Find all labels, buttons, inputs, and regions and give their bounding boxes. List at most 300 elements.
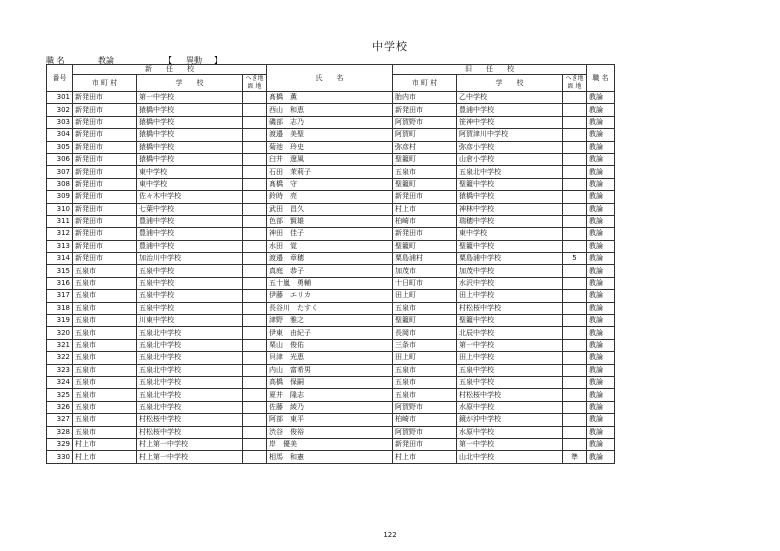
old-remote-grade-cell: [563, 191, 587, 203]
new-school-cell: 五泉中学校: [137, 302, 243, 314]
person-name-cell: 長谷川 たすく: [267, 302, 393, 314]
new-remote-grade-cell: [243, 228, 267, 240]
old-remote-grade-cell: [563, 92, 587, 104]
row-number-cell: 314: [47, 253, 73, 265]
position-cell: 教論: [587, 215, 615, 227]
new-remote-grade-cell: [243, 302, 267, 314]
position-value: 教論: [98, 56, 114, 65]
new-school-cell: 村松桜中学校: [137, 414, 243, 426]
old-municipality-cell: 村上市: [393, 203, 457, 215]
row-number-cell: 321: [47, 339, 73, 351]
old-remote-grade-cell: [563, 438, 587, 450]
new-school-cell: 猿橋中学校: [137, 116, 243, 128]
new-remote-grade-cell: [243, 191, 267, 203]
old-municipality-cell: 新発田市: [393, 104, 457, 116]
new-school-cell: 東中学校: [137, 178, 243, 190]
old-remote-grade-cell: [563, 327, 587, 339]
new-municipality-cell: 五泉市: [73, 327, 137, 339]
new-municipality-cell: 新発田市: [73, 153, 137, 165]
new-remote-grade-cell: [243, 116, 267, 128]
new-remote-grade-cell: [243, 240, 267, 252]
new-municipality-cell: 新発田市: [73, 92, 137, 104]
old-municipality-cell: 十日町市: [393, 277, 457, 289]
page-number: 122: [383, 531, 397, 539]
old-school-cell: 第一中学校: [457, 438, 563, 450]
new-remote-grade-cell: [243, 327, 267, 339]
new-municipality-cell: 五泉市: [73, 290, 137, 302]
new-municipality-cell: 新発田市: [73, 228, 137, 240]
person-name-cell: 佐藤 綾乃: [267, 401, 393, 413]
position-cell: 教論: [587, 104, 615, 116]
new-municipality-cell: 五泉市: [73, 414, 137, 426]
position-cell: 教論: [587, 327, 615, 339]
new-school-cell: 五泉中学校: [137, 290, 243, 302]
old-municipality-cell: 弥彦村: [393, 141, 457, 153]
old-school-cell: 乙中学校: [457, 92, 563, 104]
old-school-cell: 粟島浦中学校: [457, 253, 563, 265]
new-remote-grade-cell: [243, 352, 267, 364]
old-municipality-cell: 粟島浦村: [393, 253, 457, 265]
new-remote-grade-cell: [243, 253, 267, 265]
old-remote-grade-cell: [563, 339, 587, 351]
old-school-cell: 鏡が沖中学校: [457, 414, 563, 426]
row-number-cell: 307: [47, 166, 73, 178]
row-number-cell: 315: [47, 265, 73, 277]
person-name-cell: 五十嵐 勇輔: [267, 277, 393, 289]
row-number-cell: 302: [47, 104, 73, 116]
new-school-cell: 五泉北中学校: [137, 352, 243, 364]
old-school-cell: 加茂中学校: [457, 265, 563, 277]
new-municipality-cell: 新発田市: [73, 203, 137, 215]
position-cell: 教論: [587, 253, 615, 265]
header-new-school: 学 校: [137, 75, 243, 92]
old-municipality-cell: 柏崎市: [393, 215, 457, 227]
new-municipality-cell: 五泉市: [73, 364, 137, 376]
person-name-cell: 真庭 恭子: [267, 265, 393, 277]
person-name-cell: 石田 茉莉子: [267, 166, 393, 178]
row-number-cell: 309: [47, 191, 73, 203]
new-remote-grade-cell: [243, 451, 267, 463]
row-number-cell: 318: [47, 302, 73, 314]
old-school-cell: 北辰中学校: [457, 327, 563, 339]
old-school-cell: 田上中学校: [457, 352, 563, 364]
old-remote-grade-cell: [563, 376, 587, 388]
new-school-cell: 村上第一中学校: [137, 438, 243, 450]
new-school-cell: 豊浦中学校: [137, 240, 243, 252]
position-cell: 教論: [587, 228, 615, 240]
old-remote-grade-cell: [563, 426, 587, 438]
new-school-cell: 村上第一中学校: [137, 451, 243, 463]
personnel-table: [46, 64, 615, 464]
new-remote-grade-cell: [243, 141, 267, 153]
position-cell: 教論: [587, 166, 615, 178]
old-municipality-cell: 五泉市: [393, 364, 457, 376]
old-municipality-cell: 五泉市: [393, 376, 457, 388]
old-municipality-cell: 聖籠町: [393, 315, 457, 327]
person-name-cell: 内山 富希男: [267, 364, 393, 376]
person-name-cell: 渋谷 俊裕: [267, 426, 393, 438]
old-school-cell: 東中学校: [457, 228, 563, 240]
old-municipality-cell: 新発田市: [393, 438, 457, 450]
header-position: 職 名: [587, 65, 615, 92]
position-cell: 教論: [587, 92, 615, 104]
new-remote-grade-cell: [243, 92, 267, 104]
position-cell: 教論: [587, 178, 615, 190]
header-number: 番号: [47, 65, 73, 92]
new-municipality-cell: 五泉市: [73, 352, 137, 364]
old-school-cell: 聖籠中学校: [457, 178, 563, 190]
position-cell: 教論: [587, 401, 615, 413]
row-number-cell: 310: [47, 203, 73, 215]
new-municipality-cell: 新発田市: [73, 116, 137, 128]
table-row: [47, 451, 615, 463]
old-remote-grade-cell: [563, 302, 587, 314]
position-cell: 教論: [587, 141, 615, 153]
old-remote-grade-cell: [563, 290, 587, 302]
row-number-cell: 312: [47, 228, 73, 240]
position-cell: 教論: [587, 116, 615, 128]
person-name-cell: 菊池 玲史: [267, 141, 393, 153]
new-school-cell: 五泉北中学校: [137, 401, 243, 413]
new-remote-grade-cell: [243, 203, 267, 215]
category-label: 異動: [186, 56, 202, 65]
old-remote-grade-cell: [563, 277, 587, 289]
row-number-cell: 322: [47, 352, 73, 364]
old-school-cell: 山倉小学校: [457, 153, 563, 165]
new-municipality-cell: 新発田市: [73, 240, 137, 252]
new-municipality-cell: 五泉市: [73, 265, 137, 277]
old-school-cell: 阿賀津川中学校: [457, 129, 563, 141]
table-row: [47, 153, 615, 165]
old-school-cell: 笹神中学校: [457, 116, 563, 128]
person-name-cell: 夏井 隆志: [267, 389, 393, 401]
old-municipality-cell: 阿賀野市: [393, 401, 457, 413]
new-school-cell: 第一中学校: [137, 92, 243, 104]
new-remote-grade-cell: [243, 438, 267, 450]
bracket-close: 】: [214, 56, 222, 65]
old-remote-grade-cell: [563, 153, 587, 165]
position-cell: 教論: [587, 290, 615, 302]
old-school-cell: 五泉中学校: [457, 376, 563, 388]
new-school-cell: 七葉中学校: [137, 203, 243, 215]
old-municipality-cell: 加茂市: [393, 265, 457, 277]
row-number-cell: 325: [47, 389, 73, 401]
row-number-cell: 326: [47, 401, 73, 413]
old-municipality-cell: 聖籠町: [393, 178, 457, 190]
table-row: [47, 178, 615, 190]
position-cell: 教論: [587, 265, 615, 277]
row-number-cell: 316: [47, 277, 73, 289]
position-cell: 教論: [587, 426, 615, 438]
table-row: [47, 240, 615, 252]
new-remote-grade-cell: [243, 265, 267, 277]
old-school-cell: 瑞穂中学校: [457, 215, 563, 227]
new-school-cell: 加治川中学校: [137, 253, 243, 265]
table-row: [47, 364, 615, 376]
new-school-cell: 五泉中学校: [137, 277, 243, 289]
new-school-cell: 五泉北中学校: [137, 364, 243, 376]
position-cell: 教論: [587, 302, 615, 314]
table-row: [47, 389, 615, 401]
old-remote-grade-cell: [563, 401, 587, 413]
new-school-cell: 佐々木中学校: [137, 191, 243, 203]
row-number-cell: 328: [47, 426, 73, 438]
old-municipality-cell: 柏崎市: [393, 414, 457, 426]
person-name-cell: 磯部 志乃: [267, 116, 393, 128]
table-row: [47, 290, 615, 302]
person-name-cell: 阿部 東平: [267, 414, 393, 426]
old-municipality-cell: 阿賀野市: [393, 116, 457, 128]
person-name-cell: 渡邉 美聖: [267, 129, 393, 141]
table-row: [47, 277, 615, 289]
old-remote-grade-cell: [563, 228, 587, 240]
old-municipality-cell: 田上町: [393, 352, 457, 364]
header-new-school-group: 新 任 校: [73, 65, 267, 75]
old-municipality-cell: 長岡市: [393, 327, 457, 339]
new-school-cell: 東中学校: [137, 166, 243, 178]
position-cell: 教論: [587, 438, 615, 450]
new-remote-grade-cell: [243, 277, 267, 289]
old-school-cell: 神林中学校: [457, 203, 563, 215]
row-number-cell: 320: [47, 327, 73, 339]
old-municipality-cell: 阿賀町: [393, 129, 457, 141]
old-remote-grade-cell: [563, 141, 587, 153]
new-municipality-cell: 五泉市: [73, 339, 137, 351]
table-row: [47, 228, 615, 240]
person-name-cell: 栗山 俊佑: [267, 339, 393, 351]
new-remote-grade-cell: [243, 364, 267, 376]
new-municipality-cell: 新発田市: [73, 166, 137, 178]
person-name-cell: 渡邉 章穂: [267, 253, 393, 265]
table-row: [47, 339, 615, 351]
table-row: [47, 426, 615, 438]
new-remote-grade-cell: [243, 389, 267, 401]
new-school-cell: 五泉北中学校: [137, 376, 243, 388]
table-row: [47, 327, 615, 339]
new-municipality-cell: 新発田市: [73, 129, 137, 141]
new-municipality-cell: 新発田市: [73, 178, 137, 190]
old-school-cell: 聖籠中学校: [457, 315, 563, 327]
new-school-cell: 五泉中学校: [137, 265, 243, 277]
new-remote-grade-cell: [243, 129, 267, 141]
table-row: [47, 141, 615, 153]
header-new-remote-area: へき地 級 地: [243, 75, 267, 92]
bracket-open: 【: [164, 56, 172, 65]
person-name-cell: 髙橋 薫: [267, 92, 393, 104]
person-name-cell: 水田 覚: [267, 240, 393, 252]
new-school-cell: 川東中学校: [137, 315, 243, 327]
new-municipality-cell: 五泉市: [73, 376, 137, 388]
old-remote-grade-cell: [563, 215, 587, 227]
row-number-cell: 308: [47, 178, 73, 190]
row-number-cell: 303: [47, 116, 73, 128]
position-cell: 教論: [587, 129, 615, 141]
new-municipality-cell: 五泉市: [73, 401, 137, 413]
old-school-cell: 五泉中学校: [457, 364, 563, 376]
row-number-cell: 301: [47, 92, 73, 104]
position-cell: 教論: [587, 153, 615, 165]
new-remote-grade-cell: [243, 153, 267, 165]
old-municipality-cell: 聖籠町: [393, 240, 457, 252]
person-name-cell: 髙橋 守: [267, 178, 393, 190]
old-school-cell: 水原中学校: [457, 426, 563, 438]
position-cell: 教論: [587, 451, 615, 463]
row-number-cell: 324: [47, 376, 73, 388]
new-school-cell: 五泉北中学校: [137, 389, 243, 401]
table-row: [47, 265, 615, 277]
table-row: [47, 352, 615, 364]
position-cell: 教論: [587, 389, 615, 401]
table-row: [47, 116, 615, 128]
old-remote-grade-cell: [563, 116, 587, 128]
table-row: [47, 92, 615, 104]
old-remote-grade-cell: [563, 364, 587, 376]
new-remote-grade-cell: [243, 290, 267, 302]
person-name-cell: 貝津 光恵: [267, 352, 393, 364]
position-cell: 教論: [587, 315, 615, 327]
person-name-cell: 臼井 遼風: [267, 153, 393, 165]
old-remote-grade-cell: [563, 240, 587, 252]
old-municipality-cell: 三条市: [393, 339, 457, 351]
old-municipality-cell: 五泉市: [393, 166, 457, 178]
old-remote-grade-cell: 準: [563, 451, 587, 463]
new-remote-grade-cell: [243, 166, 267, 178]
old-school-cell: 水沢中学校: [457, 277, 563, 289]
old-remote-grade-cell: [563, 203, 587, 215]
new-remote-grade-cell: [243, 215, 267, 227]
table-row: [47, 376, 615, 388]
new-school-cell: 豊浦中学校: [137, 228, 243, 240]
old-remote-grade-cell: [563, 104, 587, 116]
new-remote-grade-cell: [243, 104, 267, 116]
header-old-school-group: 旧 任 校: [393, 65, 587, 75]
old-remote-grade-cell: [563, 166, 587, 178]
table-row: [47, 215, 615, 227]
row-number-cell: 304: [47, 129, 73, 141]
new-municipality-cell: 新発田市: [73, 191, 137, 203]
row-number-cell: 323: [47, 364, 73, 376]
table-row: [47, 302, 615, 314]
row-number-cell: 329: [47, 438, 73, 450]
old-school-cell: 村松桜中学校: [457, 389, 563, 401]
new-municipality-cell: 新発田市: [73, 104, 137, 116]
old-school-cell: 豊浦中学校: [457, 104, 563, 116]
new-school-cell: 猿橋中学校: [137, 141, 243, 153]
new-school-cell: 猿橋中学校: [137, 104, 243, 116]
old-municipality-cell: 五泉市: [393, 389, 457, 401]
person-name-cell: 西山 和恵: [267, 104, 393, 116]
old-municipality-cell: 胎内市: [393, 92, 457, 104]
position-cell: 教論: [587, 339, 615, 351]
table-row: [47, 315, 615, 327]
old-remote-grade-cell: [563, 129, 587, 141]
old-school-cell: 水原中学校: [457, 401, 563, 413]
new-remote-grade-cell: [243, 414, 267, 426]
old-remote-grade-cell: [563, 178, 587, 190]
old-school-cell: 弥彦小学校: [457, 141, 563, 153]
old-remote-grade-cell: [563, 352, 587, 364]
old-municipality-cell: 村上市: [393, 451, 457, 463]
old-municipality-cell: 新発田市: [393, 191, 457, 203]
row-number-cell: 311: [47, 215, 73, 227]
old-remote-grade-cell: [563, 315, 587, 327]
new-school-cell: 五泉北中学校: [137, 339, 243, 351]
old-municipality-cell: 田上町: [393, 290, 457, 302]
table-row: [47, 253, 615, 265]
person-name-cell: 鈴時 亮: [267, 191, 393, 203]
new-municipality-cell: 五泉市: [73, 315, 137, 327]
new-municipality-cell: 新発田市: [73, 253, 137, 265]
table-row: [47, 191, 615, 203]
row-number-cell: 313: [47, 240, 73, 252]
row-number-cell: 327: [47, 414, 73, 426]
person-name-cell: 岸 優美: [267, 438, 393, 450]
new-municipality-cell: 村上市: [73, 451, 137, 463]
header-new-municipality: 市 町 村: [73, 75, 137, 92]
old-remote-grade-cell: [563, 414, 587, 426]
old-school-cell: 聖籠中学校: [457, 240, 563, 252]
new-remote-grade-cell: [243, 178, 267, 190]
person-name-cell: 色部 賢雄: [267, 215, 393, 227]
new-remote-grade-cell: [243, 426, 267, 438]
person-name-cell: 伊東 由紀子: [267, 327, 393, 339]
new-school-cell: 五泉北中学校: [137, 327, 243, 339]
person-name-cell: 武田 昌久: [267, 203, 393, 215]
table-row: [47, 401, 615, 413]
old-remote-grade-cell: 5: [563, 253, 587, 265]
new-school-cell: 豊浦中学校: [137, 215, 243, 227]
position-label: 職 名: [46, 56, 65, 65]
old-remote-grade-cell: [563, 389, 587, 401]
old-school-cell: 五泉北中学校: [457, 166, 563, 178]
position-cell: 教論: [587, 364, 615, 376]
position-cell: 教論: [587, 414, 615, 426]
table-row: [47, 104, 615, 116]
person-name-cell: 津野 雅之: [267, 315, 393, 327]
new-remote-grade-cell: [243, 401, 267, 413]
old-school-cell: 山北中学校: [457, 451, 563, 463]
old-school-cell: 村松桜中学校: [457, 302, 563, 314]
row-number-cell: 305: [47, 141, 73, 153]
header-old-remote-area: へき地 級 地: [563, 75, 587, 92]
page-title: 中学校: [372, 40, 408, 53]
old-municipality-cell: 新発田市: [393, 228, 457, 240]
position-cell: 教論: [587, 277, 615, 289]
table-row: [47, 438, 615, 450]
position-cell: 教論: [587, 352, 615, 364]
position-cell: 教論: [587, 240, 615, 252]
row-number-cell: 317: [47, 290, 73, 302]
position-cell: 教論: [587, 376, 615, 388]
position-cell: 教論: [587, 191, 615, 203]
person-name-cell: 相馬 和憲: [267, 451, 393, 463]
row-number-cell: 330: [47, 451, 73, 463]
old-municipality-cell: 五泉市: [393, 302, 457, 314]
table-row: [47, 129, 615, 141]
new-school-cell: 猿橋中学校: [137, 153, 243, 165]
new-remote-grade-cell: [243, 376, 267, 388]
new-municipality-cell: 五泉市: [73, 426, 137, 438]
row-number-cell: 319: [47, 315, 73, 327]
old-municipality-cell: 聖籠町: [393, 153, 457, 165]
old-school-cell: 猿橋中学校: [457, 191, 563, 203]
new-municipality-cell: 新発田市: [73, 141, 137, 153]
new-school-cell: 村松桜中学校: [137, 426, 243, 438]
table-row: [47, 203, 615, 215]
position-cell: 教論: [587, 203, 615, 215]
old-school-cell: 第一中学校: [457, 339, 563, 351]
person-name-cell: 高橋 保嗣: [267, 376, 393, 388]
